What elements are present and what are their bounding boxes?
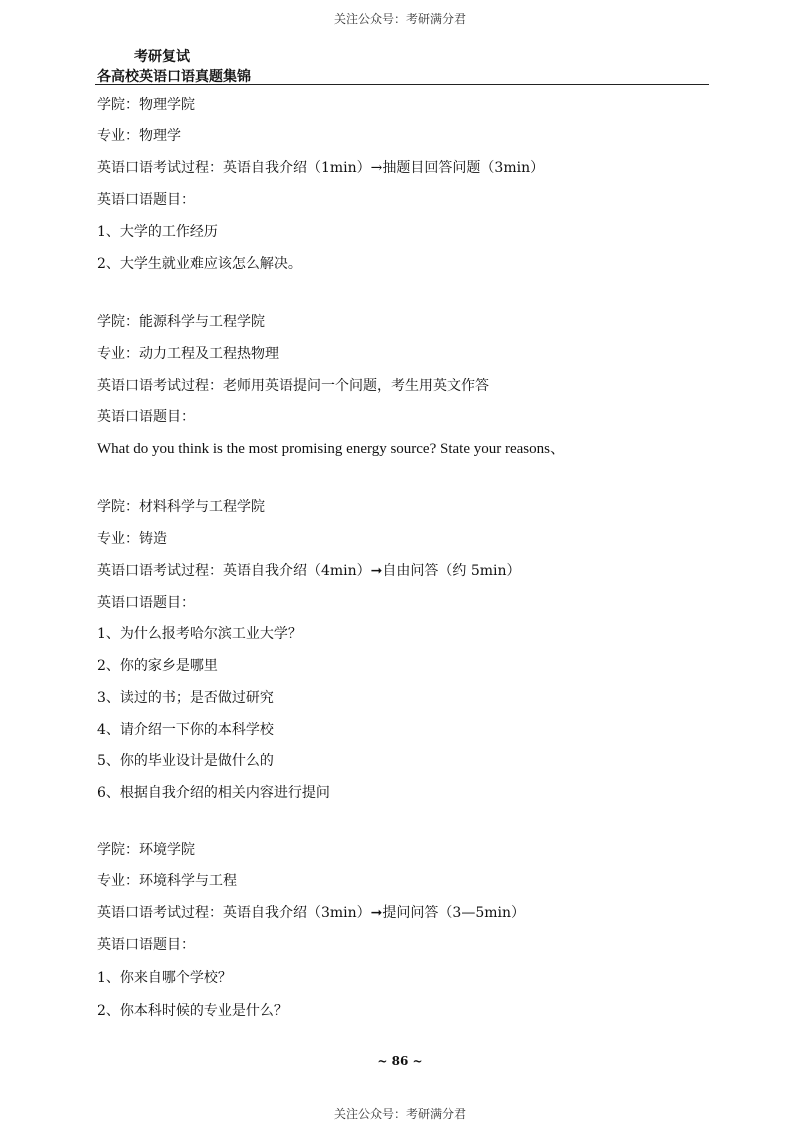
section-2-school: 学院：能源科学与工程学院 — [97, 314, 265, 330]
section-2-major: 专业：动力工程及工程热物理 — [97, 346, 279, 362]
section-1-question-2: 2、大学生就业难应该怎么解决。 — [97, 256, 302, 272]
watermark-top: 关注公众号：考研满分君 — [333, 12, 466, 26]
section-4-major: 专业：环境科学与工程 — [97, 873, 237, 889]
page-number: ~ 86 ~ — [377, 1054, 423, 1068]
section-1-school: 学院：物理学院 — [97, 97, 195, 113]
header-title: 考研复试 — [134, 49, 190, 65]
section-4-school: 学院：环境学院 — [97, 842, 195, 858]
section-3-process: 英语口语考试过程：英语自我介绍（4min）➞自由问答（约 5min） — [97, 563, 521, 579]
section-2-questions-label: 英语口语题目： — [97, 409, 195, 425]
section-3-school: 学院：材料科学与工程学院 — [97, 499, 265, 515]
section-2-question-1: What do you think is the most promising energy source? State your reasons、 — [97, 441, 565, 457]
section-1-major: 专业：物理学 — [97, 128, 181, 144]
section-4-question-2: 2、你本科时候的专业是什么？ — [97, 1003, 288, 1019]
header-rule — [95, 84, 709, 85]
section-3-question-3: 3、读过的书；是否做过研究 — [97, 690, 274, 706]
section-3-question-2: 2、你的家乡是哪里 — [97, 658, 218, 674]
section-3-questions-label: 英语口语题目： — [97, 595, 195, 611]
section-1-question-1: 1、大学的工作经历 — [97, 224, 218, 240]
section-3-question-1: 1、为什么报考哈尔滨工业大学？ — [97, 626, 302, 642]
section-3-major: 专业：铸造 — [97, 531, 167, 547]
section-4-process: 英语口语考试过程：英语自我介绍（3min）➞提问问答（3—5min） — [97, 905, 525, 921]
section-4-question-1: 1、你来自哪个学校？ — [97, 970, 232, 986]
watermark-bottom: 关注公众号：考研满分君 — [333, 1107, 466, 1121]
section-3-question-5: 5、你的毕业设计是做什么的 — [97, 753, 274, 769]
section-1-process: 英语口语考试过程：英语自我介绍（1min）→抽题目回答问题（3min） — [97, 160, 545, 176]
section-4-questions-label: 英语口语题目： — [97, 937, 195, 953]
header-subtitle: 各高校英语口语真题集锦 — [97, 69, 251, 85]
section-2-process: 英语口语考试过程：老师用英语提问一个问题，考生用英文作答 — [97, 378, 489, 394]
section-1-questions-label: 英语口语题目： — [97, 192, 195, 208]
section-3-question-6: 6、根据自我介绍的相关内容进行提问 — [97, 785, 330, 801]
section-3-question-4: 4、请介绍一下你的本科学校 — [97, 722, 274, 738]
